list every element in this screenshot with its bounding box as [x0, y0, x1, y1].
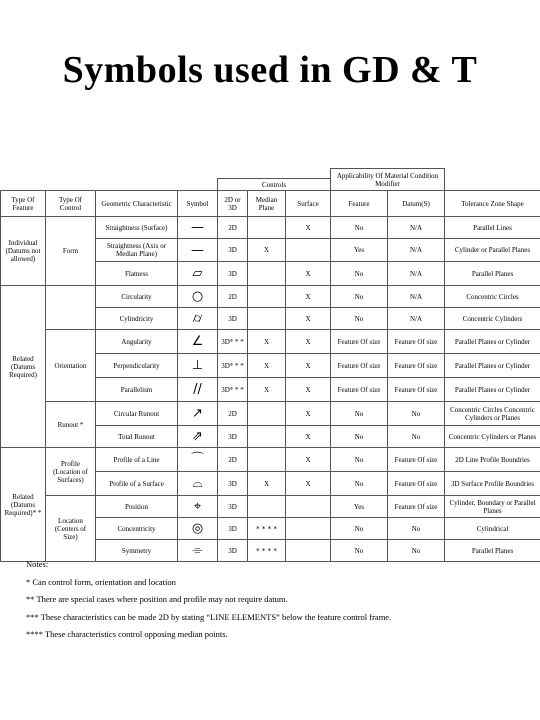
header-controls: Controls — [218, 179, 331, 191]
characteristic: Total Runout — [96, 426, 178, 448]
median-cell — [248, 496, 286, 518]
notes-section — [26, 556, 526, 644]
datum-cell: N/A — [388, 239, 445, 262]
surface-cell — [286, 496, 331, 518]
circularity-icon: ○ — [178, 286, 218, 308]
datum-cell: Feature Of size — [388, 496, 445, 518]
table-row — [1, 308, 540, 330]
median-cell — [248, 262, 286, 286]
characteristic: Straightness (Surface) — [96, 217, 178, 239]
feature-cell: No — [331, 426, 388, 448]
dim-cell: 3D* * * — [218, 378, 248, 402]
median-cell: X — [248, 354, 286, 378]
note-3: *** These characteristics can be made 2D by stating “LINE ELEMENTS” below the feature control frame. — [26, 611, 392, 622]
table-row — [1, 402, 540, 426]
page-title: Symbols used in GD & T — [62, 49, 478, 91]
dim-cell: 3D — [218, 540, 248, 562]
datum-cell: N/A — [388, 262, 445, 286]
feature-cell: Feature Of size — [331, 354, 388, 378]
col-surface: Surface — [286, 191, 331, 217]
dim-cell: 2D — [218, 217, 248, 239]
datum-cell: N/A — [388, 286, 445, 308]
dim-cell: 3D — [218, 308, 248, 330]
straightness-icon: — — [178, 217, 218, 239]
zone-cell: Concentric Cylinders or Planes — [445, 426, 540, 448]
dim-cell: 3D — [218, 426, 248, 448]
notes-heading: Notes: — [26, 559, 49, 569]
datum-cell: N/A — [388, 217, 445, 239]
characteristic: Angularity — [96, 330, 178, 354]
characteristic: Position — [96, 496, 178, 518]
feature-cell: Yes — [331, 239, 388, 262]
feature-cell: No — [331, 518, 388, 540]
zone-cell: Parallel Planes or Cylinder — [445, 378, 540, 402]
zone-cell: Parallel Planes — [445, 262, 540, 286]
zone-cell: Parallel Planes — [445, 540, 540, 562]
circular-runout-icon: ↗ — [178, 402, 218, 426]
col-type-of-feature: Type Of Feature — [1, 191, 46, 217]
dim-cell: 3D — [218, 496, 248, 518]
col-symbol: Symbol — [178, 191, 218, 217]
feature-cell: No — [331, 540, 388, 562]
datum-cell: No — [388, 540, 445, 562]
surface-cell — [286, 239, 331, 262]
straightness-icon: — — [178, 239, 218, 262]
note-4: **** These characteristics control opposing median points. — [26, 629, 228, 639]
characteristic: Perpendicularity — [96, 354, 178, 378]
feature-cell: Feature Of size — [331, 378, 388, 402]
position-icon: ⌖ — [178, 496, 218, 518]
surface-cell: X — [286, 330, 331, 354]
table-row — [1, 448, 540, 472]
median-cell — [248, 448, 286, 472]
concentricity-icon: ◎ — [178, 518, 218, 540]
characteristic: Symmetry — [96, 540, 178, 562]
median-cell: X — [248, 378, 286, 402]
median-cell: X — [248, 472, 286, 496]
table-row — [1, 286, 540, 308]
group-related-2: Related (Datums Required)* * — [1, 448, 46, 562]
median-cell: * * * * — [248, 518, 286, 540]
table-row — [1, 217, 540, 239]
surface-cell: X — [286, 402, 331, 426]
table-row — [1, 496, 540, 518]
feature-cell: No — [331, 286, 388, 308]
table-row — [1, 330, 540, 354]
datum-cell: No — [388, 518, 445, 540]
col-2d-3d: 2D or 3D — [218, 191, 248, 217]
datum-cell: N/A — [388, 308, 445, 330]
zone-cell: Parallel Planes or Cylinder — [445, 330, 540, 354]
characteristic: Circular Runout — [96, 402, 178, 426]
characteristic: Circularity — [96, 286, 178, 308]
feature-cell: No — [331, 262, 388, 286]
zone-cell: 2D Line Profile Boundries — [445, 448, 540, 472]
col-median-plane: Median Plane — [248, 191, 286, 217]
surface-cell: X — [286, 262, 331, 286]
dim-cell: 3D — [218, 239, 248, 262]
surface-cell: X — [286, 378, 331, 402]
median-cell: X — [248, 239, 286, 262]
feature-cell: Yes — [331, 496, 388, 518]
zone-cell: Concentric Cylinders — [445, 308, 540, 330]
median-cell — [248, 286, 286, 308]
col-geometric-characteristic: Geometric Characteristic — [96, 191, 178, 217]
dim-cell: 3D* * * — [218, 330, 248, 354]
feature-cell: Feature Of size — [331, 330, 388, 354]
group-runout: Runout * — [46, 402, 96, 448]
feature-cell: No — [331, 217, 388, 239]
cylindricity-icon: ⌭ — [178, 308, 218, 330]
feature-cell: No — [331, 448, 388, 472]
surface-cell — [286, 518, 331, 540]
datum-cell: Feature Of size — [388, 472, 445, 496]
group-form: Form — [46, 217, 96, 286]
surface-cell: X — [286, 308, 331, 330]
median-cell: * * * * — [248, 540, 286, 562]
median-cell — [248, 308, 286, 330]
dim-cell: 2D — [218, 286, 248, 308]
characteristic: Profile of a Line — [96, 448, 178, 472]
perpendicularity-icon: ⊥ — [178, 354, 218, 378]
col-type-of-control: Type Of Control — [46, 191, 96, 217]
datum-cell: No — [388, 426, 445, 448]
surface-cell: X — [286, 472, 331, 496]
angularity-icon: ∠ — [178, 330, 218, 354]
flatness-icon: ▱ — [178, 262, 218, 286]
median-cell — [248, 426, 286, 448]
col-tolerance-zone: Tolerance Zone Shape — [445, 191, 540, 217]
gdt-symbol-table — [0, 168, 540, 562]
dim-cell: 3D — [218, 472, 248, 496]
feature-cell: No — [331, 472, 388, 496]
zone-cell: 3D Surface Profile Boundries — [445, 472, 540, 496]
characteristic: Straightness (Axis or Median Plane) — [96, 239, 178, 262]
group-related: Related (Datums Required) — [1, 286, 46, 448]
group-profile: Profile (Location of Surfaces) — [46, 448, 96, 496]
characteristic: Flatness — [96, 262, 178, 286]
characteristic: Cylindricity — [96, 308, 178, 330]
datum-cell: Feature Of size — [388, 354, 445, 378]
note-2: ** There are special cases where position and profile may not require datum. — [26, 594, 288, 604]
table-header-row — [1, 191, 540, 217]
surface-cell: X — [286, 354, 331, 378]
zone-cell: Cylinder, Boundary or Parallel Planes — [445, 496, 540, 518]
characteristic: Parallelism — [96, 378, 178, 402]
profile-surface-icon: ⌓ — [178, 472, 218, 496]
zone-cell: Cylinder or Parallel Planes — [445, 239, 540, 262]
dim-cell: 3D — [218, 518, 248, 540]
median-cell — [248, 217, 286, 239]
feature-cell: No — [331, 308, 388, 330]
header-applicability: Applicability Of Material Condition Modifier — [331, 169, 445, 191]
surface-cell: X — [286, 217, 331, 239]
zone-cell: Parallel Lines — [445, 217, 540, 239]
zone-cell: Concentric Circles Concentric Cylinders or Planes — [445, 402, 540, 426]
dim-cell: 3D — [218, 262, 248, 286]
note-1: * Can control form, orientation and location — [26, 576, 176, 587]
parallelism-icon: // — [178, 378, 218, 402]
feature-cell: No — [331, 402, 388, 426]
surface-cell: X — [286, 286, 331, 308]
dim-cell: 3D* * * — [218, 354, 248, 378]
median-cell — [248, 402, 286, 426]
datum-cell: Feature Of size — [388, 378, 445, 402]
profile-line-icon: ⌒ — [178, 448, 218, 472]
characteristic: Concentricity — [96, 518, 178, 540]
group-individual: Individual (Datums not allowed) — [1, 217, 46, 286]
datum-cell: Feature Of size — [388, 330, 445, 354]
group-location: Location (Centers of Size) — [46, 496, 96, 562]
zone-cell: Cylindrical — [445, 518, 540, 540]
surface-cell: X — [286, 448, 331, 472]
zone-cell: Parallel Planes or Cylinder — [445, 354, 540, 378]
datum-cell: Feature Of size — [388, 448, 445, 472]
col-feature: Feature — [331, 191, 388, 217]
surface-cell: X — [286, 426, 331, 448]
total-runout-icon: ⇗ — [178, 426, 218, 448]
dim-cell: 2D — [218, 402, 248, 426]
col-datum: Datum(S) — [388, 191, 445, 217]
group-orientation: Orientation — [46, 330, 96, 402]
characteristic: Profile of a Surface — [96, 472, 178, 496]
symmetry-icon: ⌯ — [178, 540, 218, 562]
median-cell: X — [248, 330, 286, 354]
dim-cell: 2D — [218, 448, 248, 472]
zone-cell: Concentric Circles — [445, 286, 540, 308]
datum-cell: No — [388, 402, 445, 426]
